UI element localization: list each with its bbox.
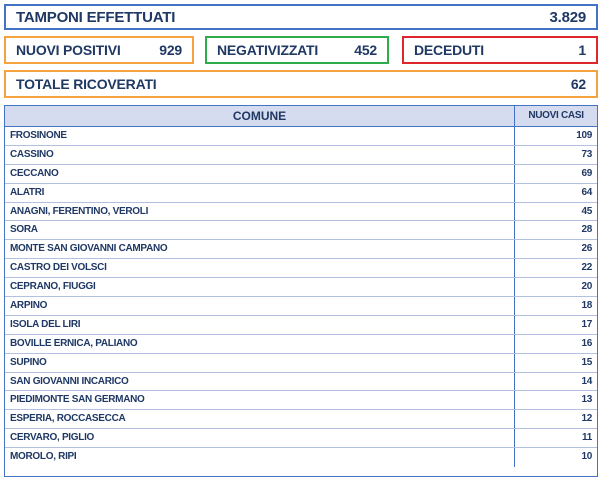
comune-cell: MONTE SAN GIOVANNI CAMPANO — [5, 240, 515, 258]
comune-cell: ISOLA DEL LIRI — [5, 316, 515, 334]
table-row — [5, 297, 597, 316]
nuovi-casi-cell: 15 — [581, 356, 592, 368]
table-row — [5, 391, 597, 410]
nuovi-casi-cell: 16 — [581, 337, 592, 349]
nuovi-casi-cell: 28 — [581, 224, 592, 236]
table-row — [5, 127, 597, 146]
table-row — [5, 184, 597, 203]
table-row — [5, 240, 597, 259]
tamponi-label: TAMPONI EFFETTUATI — [16, 8, 176, 26]
deceduti-value: 1 — [578, 42, 586, 58]
cases-table — [4, 105, 598, 477]
nuovi-casi-cell: 11 — [582, 432, 592, 444]
table-row — [5, 278, 597, 297]
ricoverati-label: TOTALE RICOVERATI — [16, 76, 157, 92]
nuovi-casi-cell: 17 — [581, 318, 592, 330]
negativizzati-box — [205, 36, 389, 64]
nuovi-casi-cell: 109 — [576, 130, 592, 141]
nuovi-casi-cell: 20 — [581, 281, 592, 293]
positivi-value: 929 — [159, 42, 182, 58]
negativizzati-value: 452 — [354, 42, 377, 58]
table-row — [5, 259, 597, 278]
nuovi-casi-cell: 26 — [581, 243, 592, 255]
positivi-label: NUOVI POSITIVI — [16, 42, 121, 58]
nuovi-casi-cell: 18 — [581, 300, 592, 312]
table-row — [5, 146, 597, 165]
nuovi-casi-cell: 45 — [581, 205, 592, 217]
nuovi-casi-cell: 13 — [581, 394, 592, 406]
table-row — [5, 203, 597, 222]
table-row — [5, 410, 597, 429]
comune-cell: CEPRANO, FIUGGI — [5, 278, 515, 296]
comune-cell: ALATRI — [5, 184, 515, 202]
table-body — [5, 127, 597, 467]
table-row — [5, 165, 597, 184]
comune-cell: CASTRO DEI VOLSCI — [5, 259, 515, 277]
comune-cell: FROSINONE — [5, 127, 515, 145]
table-header — [5, 106, 597, 127]
table-row — [5, 448, 597, 467]
header-nuovi-casi: NUOVI CASI — [528, 110, 584, 121]
ricoverati-value: 62 — [570, 76, 586, 92]
nuovi-casi-cell: 69 — [581, 167, 592, 179]
table-row — [5, 354, 597, 373]
table-row — [5, 335, 597, 354]
deceduti-box — [402, 36, 598, 64]
tamponi-value: 3.829 — [549, 8, 586, 26]
comune-cell: PIEDIMONTE SAN GERMANO — [5, 391, 515, 409]
ricoverati-box — [4, 70, 598, 98]
comune-cell: BOVILLE ERNICA, PALIANO — [5, 335, 515, 353]
comune-cell: ARPINO — [5, 297, 515, 315]
table-row — [5, 373, 597, 392]
comune-cell: ANAGNI, FERENTINO, VEROLI — [5, 203, 515, 221]
comune-cell: CASSINO — [5, 146, 515, 164]
comune-cell: SAN GIOVANNI INCARICO — [5, 373, 515, 391]
comune-cell: MOROLO, RIPI — [5, 448, 515, 467]
comune-cell: CECCANO — [5, 165, 515, 183]
comune-cell: ESPERIA, ROCCASECCA — [5, 410, 515, 428]
comune-cell: SUPINO — [5, 354, 515, 372]
nuovi-casi-cell: 10 — [581, 451, 592, 463]
nuovi-casi-cell: 12 — [581, 413, 592, 425]
header-comune: COMUNE — [5, 106, 515, 126]
deceduti-label: DECEDUTI — [414, 42, 484, 58]
table-row — [5, 316, 597, 335]
table-row — [5, 221, 597, 240]
table-row — [5, 429, 597, 448]
negativizzati-label: NEGATIVIZZATI — [217, 42, 319, 58]
nuovi-casi-cell: 73 — [581, 148, 592, 160]
tamponi-box — [4, 4, 598, 30]
nuovi-casi-cell: 22 — [581, 262, 592, 274]
comune-cell: SORA — [5, 221, 515, 239]
nuovi-casi-cell: 14 — [581, 375, 592, 387]
positivi-box — [4, 36, 194, 64]
comune-cell: CERVARO, PIGLIO — [5, 429, 515, 447]
nuovi-casi-cell: 64 — [581, 186, 592, 198]
